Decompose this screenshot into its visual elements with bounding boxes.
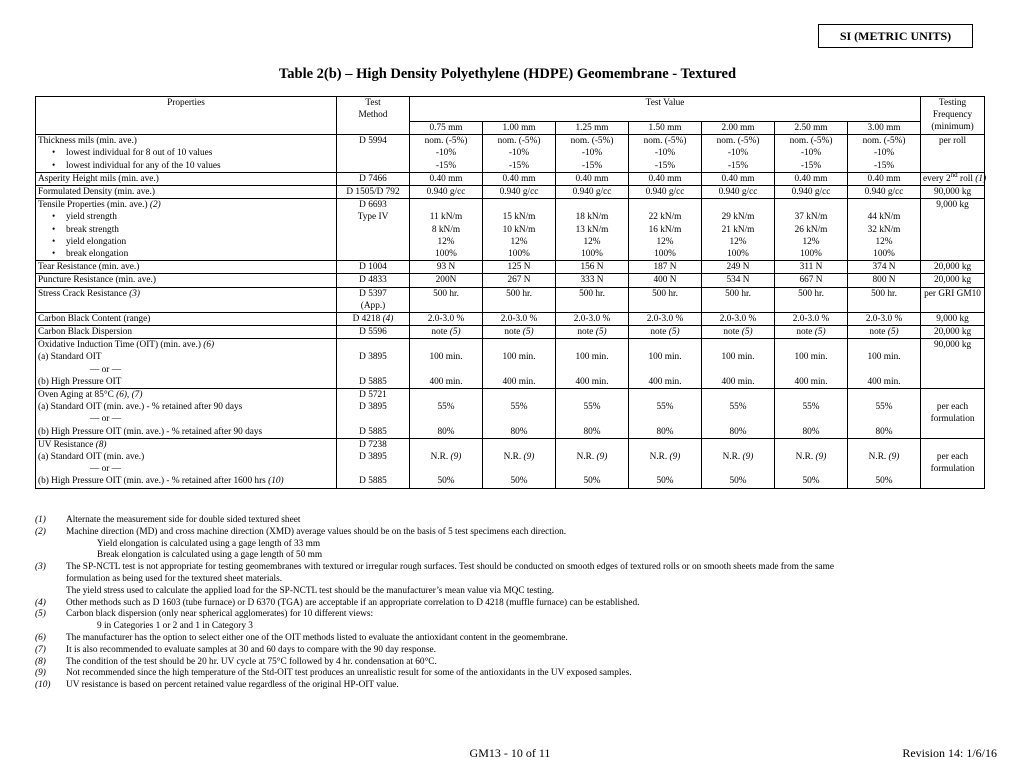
- method-cell: D 5721 D 3895 D 5885: [337, 389, 410, 439]
- value-cell: nom. (-5%) -10% -15%: [556, 135, 629, 173]
- value-cell: nom. (-5%) -10% -15%: [775, 135, 848, 173]
- value-cell: 37 kN/m 26 kN/m 12% 100%: [775, 199, 848, 261]
- value-cell: 55% 80%: [410, 389, 483, 439]
- thickness-col: 1.50 mm: [629, 122, 702, 135]
- value-cell: 333 N: [556, 274, 629, 287]
- value-cell: 2.0-3.0 %: [483, 312, 556, 325]
- method-cell: D 7466: [337, 172, 410, 185]
- table-row: [36, 312, 985, 325]
- value-cell: 29 kN/m 21 kN/m 12% 100%: [702, 199, 775, 261]
- value-cell: 125 N: [483, 261, 556, 274]
- value-cell: 0.40 mm: [410, 172, 483, 185]
- value-cell: 500 hr.: [556, 287, 629, 312]
- property-oit: Oxidative Induction Time (OIT) (min. ave.) (6) (a) Standard OIT — or — (b) High Pressure OIT: [36, 339, 337, 389]
- value-cell: 667 N: [775, 274, 848, 287]
- value-cell: 500 hr.: [629, 287, 702, 312]
- footnote: (3) The SP-NCTL test is not appropriate for testing geomembranes with textured or irregular rough surfaces. Test should be conducted on smooth edges of textured rolls or on smooth sheets made from the same: [35, 562, 834, 573]
- method-cell: D 5596: [337, 326, 410, 339]
- value-cell: 100 min. 400 min.: [702, 339, 775, 389]
- footnote: (10) UV resistance is based on percent retained value regardless of the original HP-OIT value.: [35, 680, 399, 691]
- footnote: (8) The condition of the test should be 20 hr. UV cycle at 75°C followed by 4 hr. condensation at 60°C.: [35, 656, 437, 667]
- value-cell: 500 hr.: [410, 287, 483, 312]
- property-carbon-black-content: Carbon Black Content (range): [36, 312, 337, 325]
- footnote: (9) Not recommended since the high temperature of the Std-OIT test produces an unrealistic result for some of the antioxidants in the UV exposed samples.: [35, 668, 632, 679]
- value-cell: 15 kN/m 10 kN/m 12% 100%: [483, 199, 556, 261]
- method-cell: D 1505/D 792: [337, 185, 410, 198]
- value-cell: nom. (-5%) -10% -15%: [702, 135, 775, 173]
- page-number: GM13 - 10 of 11: [469, 746, 551, 760]
- method-cell: D 3895 D 5885: [337, 339, 410, 389]
- method-cell: D 1004: [337, 261, 410, 274]
- value-cell: 2.0-3.0 %: [848, 312, 921, 325]
- value-cell: nom. (-5%) -10% -15%: [410, 135, 483, 173]
- header-row: [36, 97, 985, 122]
- value-cell: N.R. (9) 50%: [556, 438, 629, 488]
- property-oven-aging: Oven Aging at 85°C (6), (7) (a) Standard OIT (min. ave.) - % retained after 90 days — or — (b) High Pressure OIT (min. ave.) - % retained after 90 days: [36, 389, 337, 439]
- value-cell: note (5): [483, 326, 556, 339]
- value-cell: 11 kN/m 8 kN/m 12% 100%: [410, 199, 483, 261]
- value-cell: 0.40 mm: [848, 172, 921, 185]
- table-row: [36, 199, 985, 261]
- value-cell: note (5): [556, 326, 629, 339]
- value-cell: 534 N: [702, 274, 775, 287]
- property-thickness: Thickness mils (min. ave.) • lowest individual for 8 out of 10 values • lowest individual for any of the 10 values: [36, 135, 337, 173]
- footnote: (2) Machine direction (MD) and cross machine direction (XMD) average values should be on the basis of 5 test specimens each direction.: [35, 526, 567, 537]
- method-cell: D 4833: [337, 274, 410, 287]
- table-row: [36, 389, 985, 439]
- value-cell: 55% 80%: [702, 389, 775, 439]
- property-puncture: Puncture Resistance (min. ave.): [36, 274, 337, 287]
- value-cell: N.R. (9) 50%: [410, 438, 483, 488]
- footnote-detail: Yield elongation is calculated using a gage length of 33 mm: [97, 538, 321, 549]
- frequency-cell: per GRI GM10: [921, 287, 985, 312]
- value-cell: 22 kN/m 16 kN/m 12% 100%: [629, 199, 702, 261]
- footnote: (6) The manufacturer has the option to select either one of the OIT methods listed to evaluate the antioxidant content in the geomembrane.: [35, 632, 568, 643]
- value-cell: N.R. (9) 50%: [702, 438, 775, 488]
- thickness-col: 1.00 mm: [483, 122, 556, 135]
- property-stress-crack: Stress Crack Resistance (3): [36, 287, 337, 312]
- value-cell: 0.40 mm: [775, 172, 848, 185]
- value-cell: 2.0-3.0 %: [410, 312, 483, 325]
- frequency-cell: 90,000 kg: [921, 185, 985, 198]
- method-cell: D 7238 D 3895 D 5885: [337, 438, 410, 488]
- header-test-value: Test Value: [410, 97, 921, 122]
- thickness-col: 1.25 mm: [556, 122, 629, 135]
- property-tear: Tear Resistance (min. ave.): [36, 261, 337, 274]
- value-cell: note (5): [629, 326, 702, 339]
- value-cell: N.R. (9) 50%: [848, 438, 921, 488]
- frequency-cell: per roll: [921, 135, 985, 173]
- value-cell: 0.40 mm: [483, 172, 556, 185]
- value-cell: 500 hr.: [702, 287, 775, 312]
- property-carbon-black-dispersion: Carbon Black Dispersion: [36, 326, 337, 339]
- value-cell: 0.940 g/cc: [483, 185, 556, 198]
- frequency-cell: 9,000 kg: [921, 199, 985, 261]
- value-cell: 2.0-3.0 %: [702, 312, 775, 325]
- frequency-cell: per each formulation: [921, 389, 985, 439]
- table-row: [36, 261, 985, 274]
- footnote-detail: 9 in Categories 1 or 2 and 1 in Category 3: [97, 621, 253, 632]
- value-cell: 500 hr.: [483, 287, 556, 312]
- table-row: [36, 135, 985, 173]
- frequency-cell: every 2nd roll (1): [921, 172, 985, 185]
- table-row: [36, 438, 985, 488]
- value-cell: 93 N: [410, 261, 483, 274]
- value-cell: 249 N: [702, 261, 775, 274]
- value-cell: 0.940 g/cc: [556, 185, 629, 198]
- value-cell: note (5): [775, 326, 848, 339]
- frequency-cell: 90,000 kg: [921, 339, 985, 389]
- value-cell: 800 N: [848, 274, 921, 287]
- value-cell: 100 min. 400 min.: [410, 339, 483, 389]
- value-cell: 100 min. 400 min.: [629, 339, 702, 389]
- thickness-col: 2.50 mm: [775, 122, 848, 135]
- value-cell: 0.940 g/cc: [848, 185, 921, 198]
- method-cell: D 4218 (4): [337, 312, 410, 325]
- footnotes: [35, 515, 995, 692]
- value-cell: 200N: [410, 274, 483, 287]
- value-cell: note (5): [702, 326, 775, 339]
- value-cell: 311 N: [775, 261, 848, 274]
- value-cell: 374 N: [848, 261, 921, 274]
- value-cell: 55% 80%: [775, 389, 848, 439]
- value-cell: 0.40 mm: [702, 172, 775, 185]
- value-cell: 156 N: [556, 261, 629, 274]
- units-badge: SI (METRIC UNITS): [818, 24, 973, 48]
- value-cell: 0.940 g/cc: [410, 185, 483, 198]
- property-uv-resistance: UV Resistance (8) (a) Standard OIT (min. ave.) — or — (b) High Pressure OIT (min. ave.) - % retained after 1600 hrs (10): [36, 438, 337, 488]
- value-cell: 100 min. 400 min.: [848, 339, 921, 389]
- frequency-cell: 20,000 kg: [921, 326, 985, 339]
- value-cell: 500 hr.: [848, 287, 921, 312]
- header-properties: Properties: [36, 97, 337, 135]
- value-cell: 55% 80%: [629, 389, 702, 439]
- value-cell: 2.0-3.0 %: [556, 312, 629, 325]
- value-cell: 18 kN/m 13 kN/m 12% 100%: [556, 199, 629, 261]
- revision-label: Revision 14: 1/6/16: [902, 746, 997, 760]
- value-cell: 2.0-3.0 %: [775, 312, 848, 325]
- value-cell: 0.940 g/cc: [702, 185, 775, 198]
- value-cell: 500 hr.: [775, 287, 848, 312]
- value-cell: 0.40 mm: [629, 172, 702, 185]
- value-cell: 44 kN/m 32 kN/m 12% 100%: [848, 199, 921, 261]
- footnote: (1) Alternate the measurement side for double sided textured sheet: [35, 515, 301, 525]
- footnote: (7) It is also recommended to evaluate samples at 30 and 60 days to compare with the 90 day response.: [35, 644, 436, 655]
- value-cell: 55% 80%: [556, 389, 629, 439]
- value-cell: nom. (-5%) -10% -15%: [848, 135, 921, 173]
- method-cell: D 5397 (App.): [337, 287, 410, 312]
- property-density: Formulated Density (min. ave.): [36, 185, 337, 198]
- footnote-detail: Break elongation is calculated using a gage length of 50 mm: [97, 550, 323, 561]
- properties-table: [35, 96, 985, 489]
- table-row: [36, 339, 985, 389]
- footnote: (5) Carbon black dispersion (only near spherical agglomerates) for 10 different views:: [35, 609, 374, 620]
- value-cell: N.R. (9) 50%: [629, 438, 702, 488]
- thickness-col: 0.75 mm: [410, 122, 483, 135]
- frequency-cell: 20,000 kg: [921, 261, 985, 274]
- value-cell: note (5): [848, 326, 921, 339]
- table-row: [36, 172, 985, 185]
- value-cell: nom. (-5%) -10% -15%: [483, 135, 556, 173]
- footnote-detail: formulation as being used for the textured sheet materials.: [66, 573, 283, 584]
- table-row: [36, 287, 985, 312]
- value-cell: 55% 80%: [483, 389, 556, 439]
- value-cell: 2.0-3.0 %: [629, 312, 702, 325]
- value-cell: 0.940 g/cc: [775, 185, 848, 198]
- table-row: [36, 274, 985, 287]
- value-cell: 100 min. 400 min.: [775, 339, 848, 389]
- value-cell: 55% 80%: [848, 389, 921, 439]
- value-cell: 267 N: [483, 274, 556, 287]
- footnote-detail: The yield stress used to calculate the applied load for the SP-NCTL test should be the manufacturer’s mean value via MQC testing.: [66, 585, 554, 596]
- frequency-cell: 20,000 kg: [921, 274, 985, 287]
- thickness-col: 3.00 mm: [848, 122, 921, 135]
- value-cell: note (5): [410, 326, 483, 339]
- value-cell: 100 min. 400 min.: [483, 339, 556, 389]
- property-tensile: Tensile Properties (min. ave.) (2) • yield strength • break strength • yield elongation • break elongation: [36, 199, 337, 261]
- page-title: Table 2(b) – High Density Polyethylene (HDPE) Geomembrane - Textured: [278, 66, 737, 82]
- value-cell: 187 N: [629, 261, 702, 274]
- value-cell: 0.940 g/cc: [629, 185, 702, 198]
- value-cell: 0.40 mm: [556, 172, 629, 185]
- header-test-method: Test Method: [337, 97, 410, 135]
- value-cell: N.R. (9) 50%: [775, 438, 848, 488]
- value-cell: 100 min. 400 min.: [556, 339, 629, 389]
- frequency-cell: per each formulation: [921, 438, 985, 488]
- header-frequency: Testing Frequency (minimum): [921, 97, 985, 135]
- value-cell: N.R. (9) 50%: [483, 438, 556, 488]
- table-row: [36, 185, 985, 198]
- frequency-cell: 9,000 kg: [921, 312, 985, 325]
- thickness-col: 2.00 mm: [702, 122, 775, 135]
- table-row: [36, 326, 985, 339]
- value-cell: nom. (-5%) -10% -15%: [629, 135, 702, 173]
- value-cell: 400 N: [629, 274, 702, 287]
- method-cell: D 6693 Type IV: [337, 199, 410, 261]
- method-cell: D 5994: [337, 135, 410, 173]
- property-asperity: Asperity Height mils (min. ave.): [36, 172, 337, 185]
- footnote: (4) Other methods such as D 1603 (tube furnace) or D 6370 (TGA) are acceptable if an appropriate correlation to D 4218 (muffle furnace) can be established.: [35, 597, 640, 608]
